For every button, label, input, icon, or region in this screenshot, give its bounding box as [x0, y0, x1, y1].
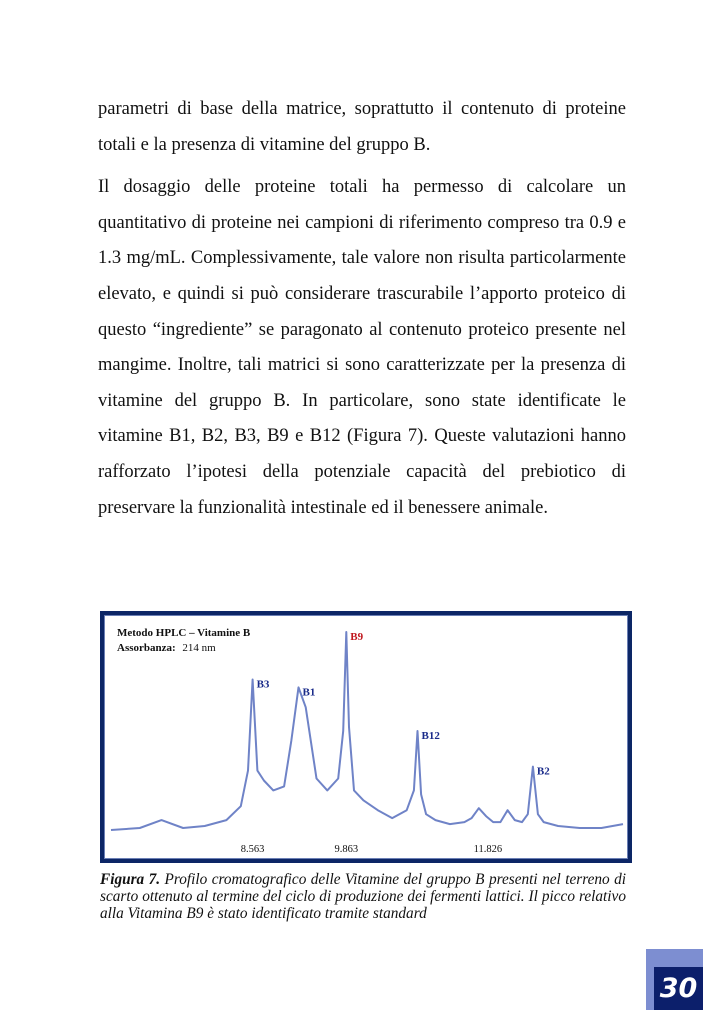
trace-layer	[111, 632, 623, 830]
caption-text: Profilo cromatografico delle Vitamine del gruppo B presenti nel terreno di scarto ottenuto al termine del ciclo di produzione dei fermenti lattici. Il picco relativo alla Vitamina B9 è stato identificato tramite standard	[100, 871, 626, 922]
paragraph-2: Il dosaggio delle proteine totali ha permesso di calcolare un quantitativo di proteine nei campioni di riferimento compreso tra 0.9 e 1.3 mg/mL. Complessivamente, tale valore non risulta particolarmente elevato, e quindi si può considerare trascurabile l’apporto proteico di questo “ingrediente” se paragonato al contenuto proteico presente nel mangime. Inoltre, tali matrici si sono caratterizzate per la presenza di vitamine del gruppo B. In particolare, sono state identificate le vitamine B1, B2, B3, B9 e B12 (Figura 7). Queste valutazioni hanno rafforzato l’ipotesi della potenziale capacità del prebiotico di preservare la funzionalità intestinale ed il benessere animale.	[98, 177, 626, 518]
figure-frame	[100, 611, 632, 863]
peak-label-layer	[257, 631, 551, 778]
figure-caption	[100, 871, 626, 922]
x-tick-label-0: 8.563	[240, 844, 265, 855]
page-number: 30	[654, 967, 703, 1010]
x-tick-label-2: 11.826	[473, 844, 503, 855]
x-tick-label-1: 9.863	[334, 844, 359, 855]
chromatogram-trace	[111, 632, 623, 830]
body-text	[98, 92, 626, 526]
paragraph-1: parametri di base della matrice, soprattutto il contenuto di proteine totali e la presenza di vitamine del gruppo B.	[98, 99, 626, 155]
x-tick-layer	[241, 844, 502, 855]
method-label: Metodo HPLC – Vitamine B	[117, 627, 251, 639]
caption-lead: Figura 7.	[100, 871, 161, 888]
chromatogram-chart	[105, 616, 627, 858]
page-number-badge	[646, 949, 703, 1010]
peak-label-b3: B3	[256, 678, 270, 691]
peak-label-b1: B1	[302, 686, 316, 699]
chromatogram-panel	[104, 615, 628, 859]
peak-label-b2: B2	[536, 765, 550, 778]
absorbance-line	[117, 642, 216, 654]
peak-label-b12: B12	[421, 730, 440, 742]
peak-label-b9: B9	[350, 631, 364, 643]
absorbance-label: Assorbanza:	[117, 642, 176, 654]
absorbance-value: 214 nm	[182, 642, 216, 654]
